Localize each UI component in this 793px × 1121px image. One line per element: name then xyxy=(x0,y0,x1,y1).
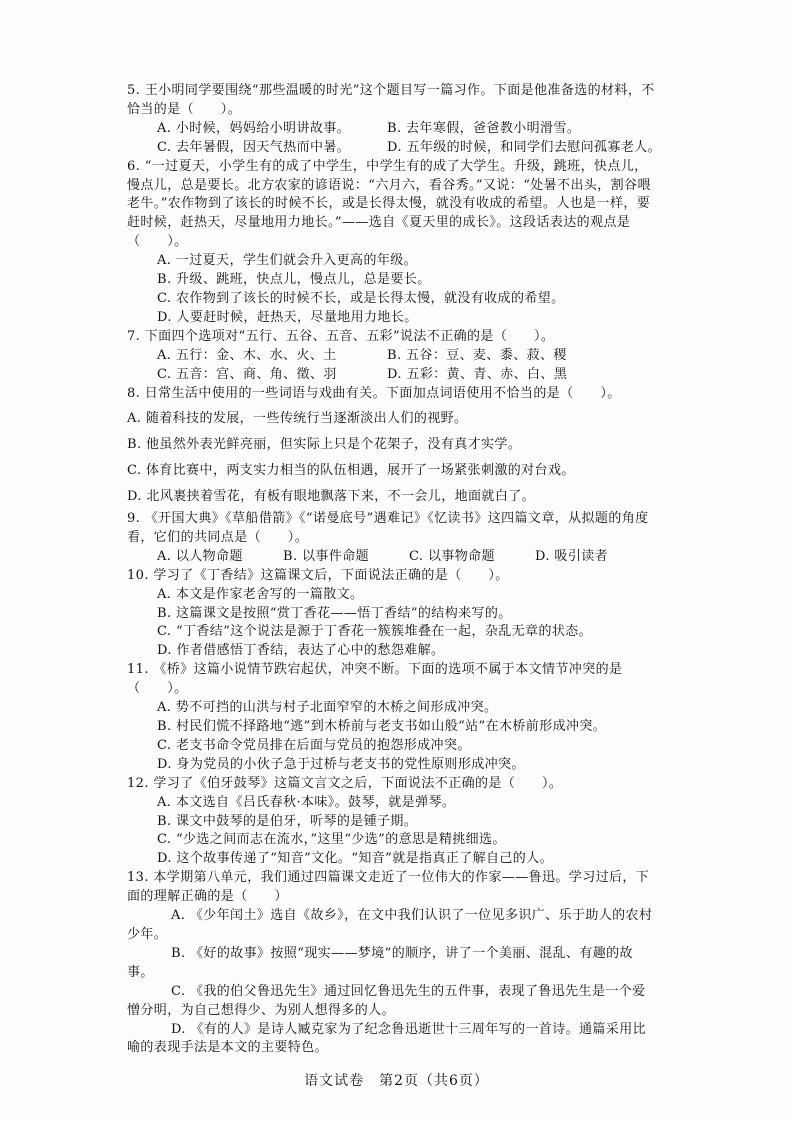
question-12-option-a: A. 本文选自《吕氏春秋·本味》。鼓琴，就是弹琴。 xyxy=(157,794,456,810)
question-13-option-a: A. 《少年闰土》选自《故乡》，在文中我们认识了一位见多识广、乐于助人的农村少年。 xyxy=(127,908,653,942)
question-12-option-b: B. 课文中鼓琴的是伯牙，听琴的是锺子期。 xyxy=(157,813,418,829)
question-7-option-b: B. 五谷：豆、麦、黍、菽、稷 xyxy=(387,347,567,363)
question-7-option-a: A. 五行：金、木、水、火、土 xyxy=(157,347,337,363)
question-5-options-row2 xyxy=(127,139,662,158)
question-5-option-c: C. 去年暑假，因天气热而中暑。 xyxy=(157,139,351,155)
question-7-option-c: C. 五音：宫、商、角、徵、羽 xyxy=(157,366,337,382)
question-6-stem: 6. “一过夏天，小学生有的成了中学生，中学生有的成了大学生。升级，跳班，快点儿，慢点儿，总是要长。北方农家的谚语说：“六月六，看谷秀。”又说：“处暑不出头，割谷喂老牛。”农作物到了该长的时候不长，或是长得太慢，就没有收成的希望。人也是一样，要赶时候，赶热天，尽量地用力地长。”——选自《夏天里的成长》。这段话表达的观点是（ ）。 xyxy=(127,158,651,250)
question-9-option-c: C. 以事物命题 xyxy=(409,548,495,564)
question-13-option-c: C. 《我的伯父鲁迅先生》通过回忆鲁迅先生的五件事，表现了鲁迅先生是一个爱憎分明，为自己想得少、为别人想得多的人。 xyxy=(127,983,646,1018)
question-9-option-b: B. 以事件命题 xyxy=(283,548,370,564)
question-13-stem: 13. 本学期第八单元，我们通过四篇课文走近了一位伟大的作家——鲁迅。学习过后，下面的理解正确的是（ ） xyxy=(127,870,650,905)
question-10-option-c: C. “丁香结”这个说法是源于丁香花一簇簇堆叠在一起，杂乱无章的状态。 xyxy=(157,624,593,640)
question-6-option-d: D. 人要赶时候，赶热天，尽量地用力地长。 xyxy=(157,309,418,325)
question-6 xyxy=(127,158,657,328)
question-9-stem: 9. 《开国大典》《草船借箭》《“诺曼底号”遇难记》《忆读书》这四篇文章，从拟题的角度看，它们的共同点是（ ）。 xyxy=(127,511,649,545)
question-7-options-row2 xyxy=(127,366,657,385)
question-list xyxy=(127,82,662,1058)
question-10-stem: 10. 学习了《丁香结》这篇课文后，下面说法正确的是（ ）。 xyxy=(127,567,509,583)
question-5-options-row1 xyxy=(127,120,657,139)
question-10-option-d: D. 作者借感悟丁香结，表达了心中的愁怨难解。 xyxy=(157,643,445,659)
question-11-stem: 11. 《桥》这篇小说情节跌宕起伏，冲突不断。下面的选项不属于本文情节冲突的是（ ）。 xyxy=(127,662,623,697)
question-12-option-c: C. “少选之间而志在流水，”这里“少选”的意思是精挑细选。 xyxy=(157,832,506,848)
question-6-option-a: A. 一过夏天，学生们就会升入更高的年级。 xyxy=(157,253,418,269)
question-13-option-d: D. 《有的人》是诗人臧克家为了纪念鲁迅逝世十三周年写的一首诗。通篇采用比喻的表现手法是本文的主要特色。 xyxy=(127,1021,647,1056)
question-7 xyxy=(127,328,657,385)
question-7-options-row1 xyxy=(127,347,657,366)
question-8-option-d: D. 北风裹挟着雪花，有板有眼地飘落下来，不一会儿，地面就白了。 xyxy=(127,489,536,505)
question-8-stem: 8. 日常生活中使用的一些词语与戏曲有关。下面加点词语使用不恰当的是（ ）。 xyxy=(127,385,621,401)
question-11-option-c: C. 老支书命令党员排在后面与党员的抱怨形成冲突。 xyxy=(157,737,471,753)
question-6-option-c: C. 农作物到了该长的时候不长，或是长得太慢，就没有收成的希望。 xyxy=(157,290,565,306)
question-9-option-d: D. 吸引读者 xyxy=(535,548,609,564)
question-13 xyxy=(127,869,657,1058)
question-12 xyxy=(127,775,657,870)
question-8 xyxy=(127,385,657,508)
question-8-option-b: B. 他虽然外表光鲜亮丽，但实际上只是个花架子，没有真才实学。 xyxy=(127,437,522,453)
question-11 xyxy=(127,661,657,774)
question-8-option-c: C. 体育比赛中，两支实力相当的队伍相遇，展开了一场紧张刺激的对台戏。 xyxy=(127,463,575,479)
question-9-options xyxy=(127,548,657,567)
page-footer: 语文试卷 第2页（共6页） xyxy=(304,1073,489,1089)
question-6-option-b: B. 升级、跳班，快点儿，慢点儿，总是要长。 xyxy=(157,272,431,288)
question-9 xyxy=(127,510,657,567)
question-10 xyxy=(127,567,657,662)
question-5-option-a: A. 小时候，妈妈给小明讲故事。 xyxy=(157,120,351,136)
question-5-option-b: B. 去年寒假，爸爸教小明滑雪。 xyxy=(387,120,581,136)
question-12-option-d: D. 这个故事传递了“知音”文化。“知音”就是指真正了解自己的人。 xyxy=(157,851,554,867)
question-5-option-d: D. 五年级的时候，和同学们去慰问孤寡老人。 xyxy=(387,139,662,155)
question-11-option-d: D. 身为党员的小伙子急于过桥与老支书的党性原则形成冲突。 xyxy=(157,756,525,772)
question-12-stem: 12. 学习了《伯牙鼓琴》这篇文言文之后，下面说法不正确的是（ ）。 xyxy=(127,775,563,791)
question-11-option-a: A. 势不可挡的山洪与村子北面窄窄的木桥之间形成冲突。 xyxy=(157,700,498,716)
question-11-option-b: B. 村民们慌不择路地“逃”到木桥前与老支书如山般“站”在木桥前形成冲突。 xyxy=(157,719,607,734)
question-9-option-a: A. 以人物命题 xyxy=(157,548,243,564)
question-5-stem: 5. 王小明同学要围绕“那些温暖的时光”这个题目写一篇习作。下面是他准备选的材料，不恰当的是（ ）。 xyxy=(127,83,655,117)
question-10-option-b: B. 这篇课文是按照“赏丁香花——悟丁香结”的结构来写的。 xyxy=(157,605,512,621)
question-8-option-a: A. 随着科技的发展，一些传统行当逐渐淡出人们的视野。 xyxy=(127,411,468,427)
question-7-option-d: D. 五彩：黄、青、赤、白、黑 xyxy=(387,366,568,382)
question-10-option-a: A. 本文是作家老舍写的一篇散文。 xyxy=(157,586,364,602)
question-13-option-b: B. 《好的故事》按照“现实——梦境”的顺序，讲了一个美丽、混乱、有趣的故事。 xyxy=(127,945,633,980)
question-5 xyxy=(127,82,662,158)
question-7-stem: 7. 下面四个选项对“五行、五谷、五音、五彩”说法不正确的是（ ）。 xyxy=(127,328,555,344)
